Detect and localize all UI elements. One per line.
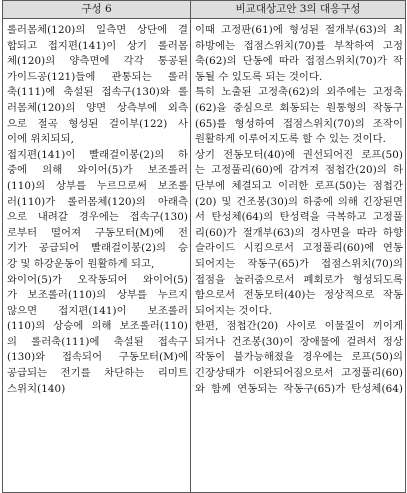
right-text-line: 되어지는 것이다. (195, 304, 273, 317)
left-text-line: 공급되는 전기를 차단하는 리미트 (7, 367, 188, 380)
right-text-line: 되어지는 작동구(65)가 접점스위치(70)의 (195, 257, 403, 270)
left-text-line: 의 롤러축(111)에 축설된 접속구 (7, 335, 188, 348)
left-text-line: 합되고 접지편(141)이 상기 롤러몸 (7, 39, 188, 52)
right-text-line: 단부에 체결되고 이러한 로프(50)는 점첩간 (195, 179, 403, 192)
left-text-line: 롤러몸체(120)의 일측면 상단에 결 (7, 24, 188, 36)
left-text-line: 이에 위치되되, (7, 133, 75, 146)
right-text-line: 와 함께 연동되는 작동구(65)가 탄성체(64) (195, 382, 403, 395)
left-text-line: 으로 내려갈 경우에는 접속구(130) (7, 211, 188, 224)
right-text-line: 원활하게 이루어지도록 할 수 있는 것이다. (195, 133, 387, 146)
body-row (3, 19, 406, 493)
right-text-line: 되거나 건조봉(30)이 장애물에 걸려서 정상 (195, 335, 403, 348)
comparison-table (2, 0, 406, 493)
header-left: 구성 6 (3, 1, 191, 19)
right-text-line: (62)을 중심으로 회동되는 원통형의 작동구 (195, 101, 403, 114)
right-text-line: (20) 및 건조봉(30)의 하중에 의해 긴장된면 (195, 195, 403, 208)
left-text-line: (130)와 접속되어 구동모터(M)에 (7, 351, 188, 364)
right-text-line: 슬라이드 시킴으로서 고정풀리(60)에 연동 (195, 242, 403, 255)
left-text-line: (110)의 상승에 의해 보조롤러(110) (7, 320, 188, 333)
header-right: 비교대상고안 3의 대응구성 (191, 1, 406, 19)
right-text-line: 리(60)가 절개부(63)의 경사면을 따라 하향 (195, 226, 403, 239)
right-text-line: 작동이 불가능해졌을 경우에는 로프(50)의 (195, 351, 403, 364)
right-text-line: 접점을 눌러줌으로서 폐회로가 형성되도록 (195, 273, 403, 286)
left-text-line: 러몸체(120)의 양면 상측부에 외측 (7, 101, 188, 114)
left-cell (3, 19, 191, 493)
left-text-line: 기가 공급되어 빨래걸이봉(2)의 승 (7, 242, 188, 255)
right-text-line: 동될 수 있도록 되는 것이다. (195, 70, 323, 83)
right-cell (191, 19, 406, 493)
left-text-line: 으로 절곡 형성된 걸이부(122) 사 (7, 117, 188, 130)
left-text-block (3, 19, 190, 492)
right-text-line: 특히 노출된 고정축(62)의 외주에는 고정축 (195, 86, 403, 99)
left-text-line: 중에 의해 와이어(5)가 보조롤러 (7, 164, 188, 177)
right-text-line: (65)를 형성하여 접점스위치(70)의 조작이 (195, 117, 403, 130)
right-text-line: 축(62)의 단동에 따라 접점스위치(70)가 작 (195, 55, 403, 68)
right-text-line: 는 고정풀리(60)에 감겨져 점첩간(20)의 하 (195, 164, 403, 177)
left-text-line: (110)의 상부를 누르므로써 보조롤 (7, 179, 188, 192)
right-text-line: 상기 전동모터(40)에 권선되어진 로프(50) (195, 148, 403, 161)
right-text-block (191, 19, 405, 492)
left-text-line: 접지편(141)이 빨래걸이봉(2)의 하 (7, 148, 188, 161)
right-text-line: 하방에는 접점스위치(70)를 부착하여 고정 (195, 39, 403, 52)
right-text-line: 함으로서 전동모터(40)는 정상적으로 작동 (195, 289, 403, 302)
left-text-line: 강 및 하강운동이 원활하게 되고, (7, 257, 155, 270)
right-text-line: 서 탄성체(64)의 탄성력을 극복하고 고정풀 (195, 211, 403, 224)
left-text-line: 가 보조롤러(110)의 상부를 누르지 (7, 289, 188, 302)
header-row (3, 1, 406, 19)
left-text-line: 않으면 접지편(141)이 보조롤러 (7, 304, 188, 317)
right-text-line: 이때 고정판(61)에 형성된 절개부(63)의 최 (195, 24, 403, 36)
left-text-line: 와이어(5)가 오작동되어 와이어(5) (7, 273, 188, 286)
left-text-line: 러(110)가 롤러몸체(120)의 아래측 (7, 195, 188, 208)
right-text-line: 한편, 점첩간(20) 사이로 이물질이 끼이게 (195, 320, 403, 333)
left-text-line: 축(111)에 축설된 접속구(130)와 롤 (7, 86, 188, 99)
comparison-document (2, 0, 405, 488)
left-text-line: 체(120)의 양측면에 각각 통공된 (7, 55, 188, 68)
left-text-line: 로부터 떨어져 구동모터(M)에 전 (7, 226, 188, 239)
left-text-line: 가이드공(121)들에 관통되는 롤러 (7, 70, 188, 83)
right-text-line: 긴장상태가 이완되어짐으로서 고정풀리(60) (195, 367, 403, 380)
left-text-line: 스위치(140) (7, 382, 66, 395)
